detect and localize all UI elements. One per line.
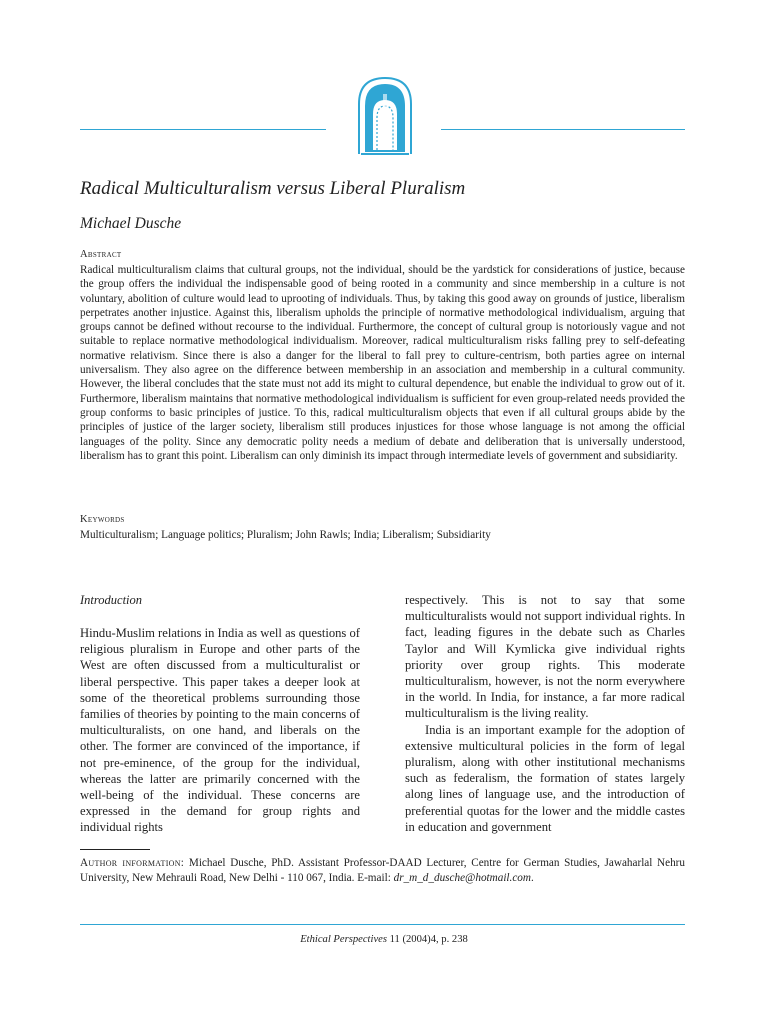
keywords-label: Keywords	[80, 514, 125, 525]
body-column-left	[80, 625, 360, 836]
paragraph: Hindu-Muslim relations in India as well as questions of religious pluralism in Europe and other parts of the West are often discussed from a multiculturalist or liberal perspective. This paper takes a deeper look at some of the theoretical problems surrounding those families of theories by pointing to the main concerns of multiculturalists, on one hand, and liberals on the other. The former are convinced of the importance, if not pre-eminence, of the group for the individual, whereas the latter are primarily concerned with the well-being of the individual. These concerns are expressed in the demand for group rights and individual rights	[80, 626, 360, 835]
header-rule-right	[441, 129, 685, 130]
header-rule-left	[80, 129, 326, 130]
section-heading-introduction: Introduction	[80, 593, 143, 607]
paragraph: respectively. This is not to say that some multiculturalists would not support individual rights. In fact, leading figures in the debate such as Charles Taylor and Will Kymlicka give individual rights priority over group rights. This moderate multiculturalism, however, is not the norm everywhere in the world. In India, for instance, a far more radical multiculturalism is the living reality.	[405, 593, 685, 721]
body-column-right	[405, 592, 685, 835]
page-footer	[0, 934, 768, 945]
footer-rule	[80, 924, 685, 925]
abstract-label: Abstract	[80, 249, 122, 260]
paragraph: India is an important example for the adoption of extensive multicultural policies in the form of legal pluralism, along with other institutional mechanisms such as federalism, the formation of states largely along lines of language use, and the introduction of preferential quotas for the lower and the middle castes in education and government	[405, 722, 685, 834]
footnote-text: Michael Dusche, PhD. Assistant Professor-DAAD Lecturer, Centre for German Studies, Jawaharlal Nehru University, New Mehrauli Road, New Delhi - 110 067, India. E-mail:	[80, 857, 685, 884]
article-title: Radical Multiculturalism versus Liberal Pluralism	[80, 178, 466, 199]
footnote-end: .	[530, 872, 534, 884]
keywords-text: Multiculturalism; Language politics; Pluralism; John Rawls; India; Liberalism; Subsidiarity	[80, 529, 491, 541]
footer-journal: Ethical Perspectives	[300, 934, 387, 945]
author-email: dr_m_d_dusche@hotmail.com	[393, 872, 531, 884]
abstract-text: Radical multiculturalism claims that cultural groups, not the individual, should be the yardstick for considerations of justice, because the group offers the individual the indispensable good of being rooted in a community and since membership in a culture is not voluntary, abolition of culture would lead to uprooting of individuals. Thus, by taking this good away on grounds of justice, liberalism perpetrates another injustice. Against this, liberalism upholds the principle of normative methodological individualism, arguing that groups cannot be defined without recourse to the individual. Furthermore, the concept of cultural group is notoriously vague and not suitable to replace normative methodological individualism. Moreover, radical multiculturalism risks falling prey to self-defeating normative relativism. Since there is also a danger for the liberal to fall prey to culture-centrism, both parties agree on internal universalism. They also agree on the difference between membership in an association and membership in a cultural community. However, the liberal concludes that the state must not add its might to cultural dependence, but enable the individual to grow out of it. Furthermore, liberalism maintains that normative methodological individualism is sufficient for even group-related needs provided the group conforms to basic principles of justice. To this, radical multiculturalism objects that even if all cultural groups abide by the principles of justice of the larger society, liberalism still produces injustices for those whose language is not among the official languages of the polity. Since any democratic polity needs a medium of debate and deliberation that is universally understood, liberalism has to grant this point. Liberalism can only diminish its impact through intermediate levels of government and subsidiarity.	[80, 264, 685, 462]
footer-citation: 11 (2004)4, p. 238	[386, 934, 468, 945]
arch-emblem-icon	[357, 74, 413, 156]
article-author: Michael Dusche	[80, 215, 182, 232]
footnote-label: Author information:	[80, 857, 185, 869]
footnote-rule	[80, 849, 150, 850]
author-footnote	[80, 856, 685, 886]
